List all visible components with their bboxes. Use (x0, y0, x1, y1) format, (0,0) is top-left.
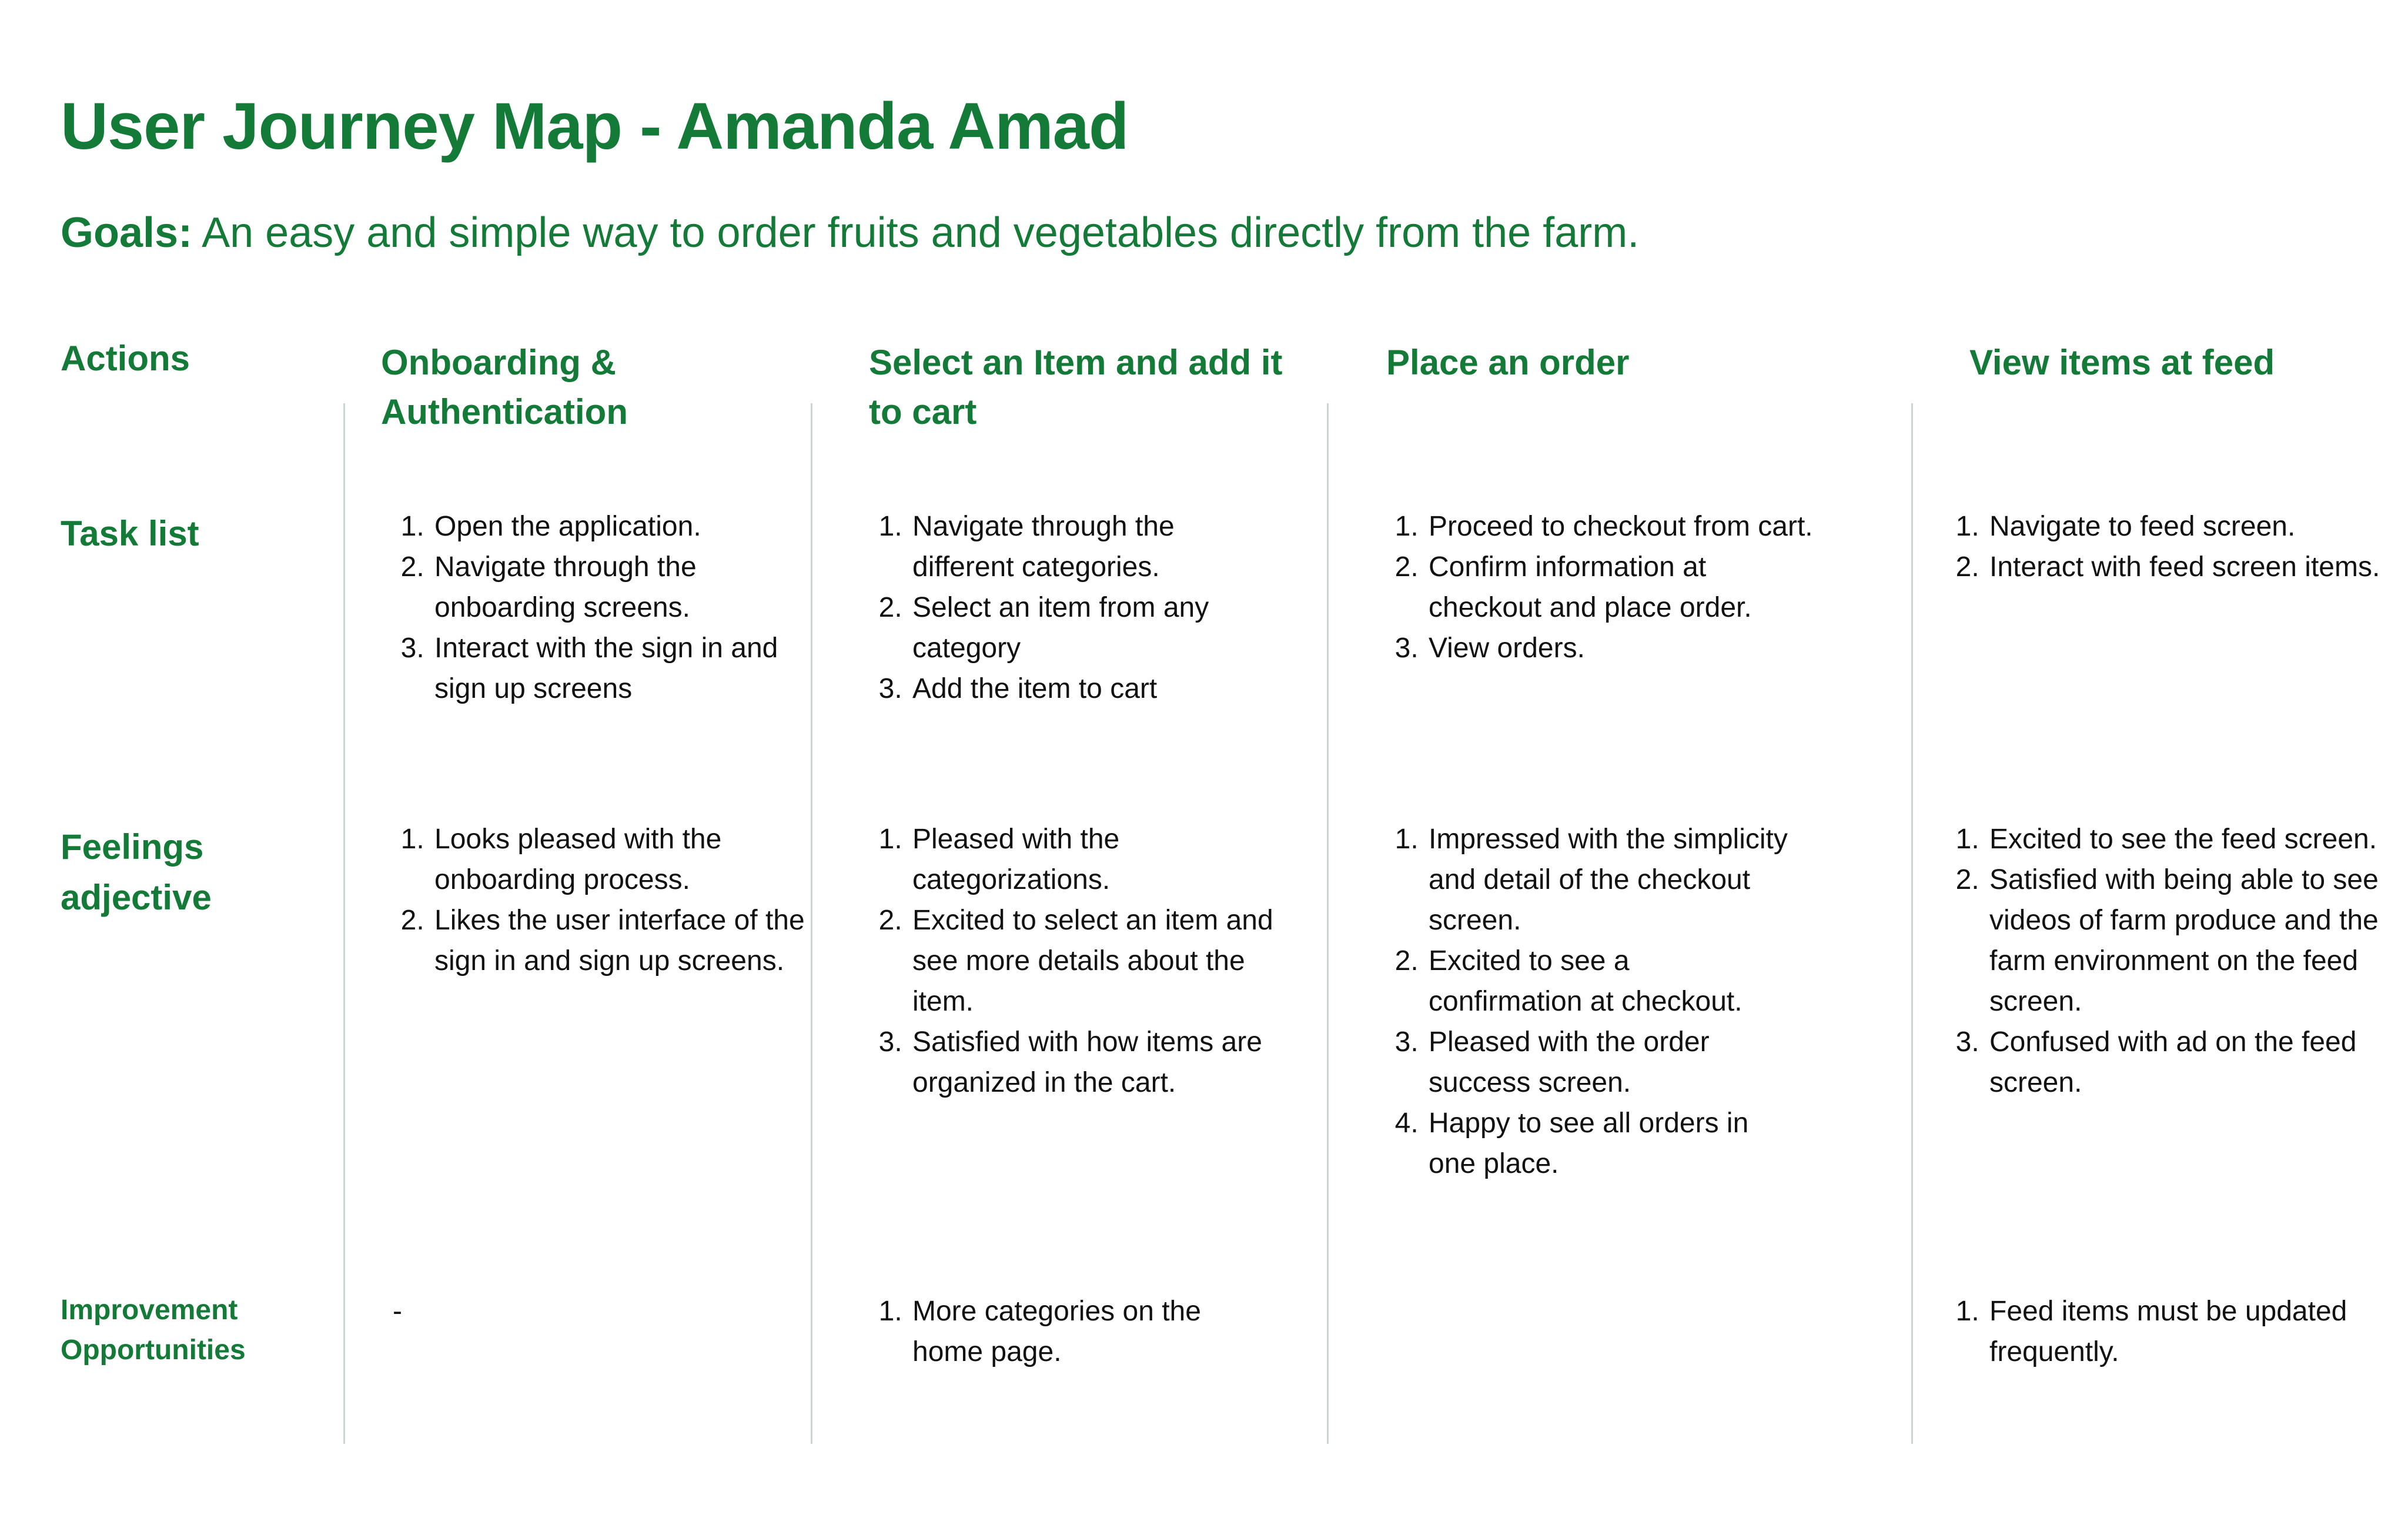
list-item: 1. More categories on the home page. (910, 1291, 1275, 1372)
row-label-task-list: Task list (61, 514, 199, 553)
list-item: 1. Feed items must be updated frequently. (1987, 1291, 2387, 1372)
improvement-list-select-item (876, 1291, 1275, 1372)
list-item: 1. Excited to see the feed screen. (1987, 819, 2387, 860)
list-item: 1. Looks pleased with the onboarding process. (432, 819, 814, 900)
feelings-list-select-item (876, 819, 1286, 1103)
list-item: 3. Satisfied with how items are organized in the cart. (910, 1022, 1286, 1103)
goals-line (61, 209, 1639, 257)
task-list-onboarding (398, 506, 791, 709)
list-item: 2. Satisfied with being able to see videos of farm produce and the farm environment on the feed screen. (1987, 860, 2387, 1022)
list-item: 2. Select an item from any category (910, 587, 1275, 668)
task-list-select-item (876, 506, 1275, 709)
list-item: 2. Likes the user interface of the sign in and sign up screens. (432, 900, 814, 981)
feelings-list-view-feed (1953, 819, 2387, 1103)
list-item: 2. Interact with feed screen items. (1987, 547, 2387, 587)
goals-label: Goals: (61, 209, 193, 256)
list-item: 1. Navigate to feed screen. (1987, 506, 2387, 547)
list-item: 3. Pleased with the order success screen. (1426, 1022, 1791, 1103)
task-list-place-order (1392, 506, 1826, 668)
list-item: 3. View orders. (1426, 628, 1826, 668)
feelings-list-place-order (1392, 819, 1791, 1184)
list-item: 3. Interact with the sign in and sign up screens (432, 628, 791, 709)
list-item: 1. Proceed to checkout from cart. (1426, 506, 1826, 547)
column-divider (1911, 403, 1913, 1444)
list-item: 4. Happy to see all orders in one place. (1426, 1103, 1791, 1184)
column-heading-onboarding: Onboarding & Authentication (381, 343, 628, 432)
goals-text: An easy and simple way to order fruits and vegetables directly from the farm. (192, 209, 1640, 256)
row-label-feelings: Feelings adjective (61, 827, 212, 917)
feelings-list-onboarding (398, 819, 814, 981)
list-item: 1. Open the application. (432, 506, 791, 547)
list-item: 3. Add the item to cart (910, 668, 1275, 709)
column-heading-select-item: Select an Item and add it to cart (869, 343, 1283, 432)
list-item: 1. Pleased with the categorizations. (910, 819, 1286, 900)
column-heading-view-feed: View items at feed (1969, 343, 2275, 382)
improvement-list-view-feed (1953, 1291, 2387, 1372)
column-divider (343, 403, 345, 1444)
list-item: 2. Excited to see a confirmation at checkout. (1426, 941, 1791, 1022)
improvement-empty-onboarding: - (393, 1296, 402, 1327)
column-heading-place-order: Place an order (1386, 343, 1630, 382)
column-divider (1327, 403, 1329, 1444)
task-list-view-feed (1953, 506, 2387, 587)
row-label-actions: Actions (61, 339, 190, 378)
list-item: 2. Confirm information at checkout and place order. (1426, 547, 1826, 628)
list-item: 1. Navigate through the different categories. (910, 506, 1275, 587)
list-item: 3. Confused with ad on the feed screen. (1987, 1022, 2387, 1103)
page-title: User Journey Map - Amanda Amad (61, 89, 1129, 163)
list-item: 1. Impressed with the simplicity and detail of the checkout screen. (1426, 819, 1791, 941)
list-item: 2. Excited to select an item and see more details about the item. (910, 900, 1286, 1022)
list-item: 2. Navigate through the onboarding screens. (432, 547, 791, 628)
row-label-improvements: Improvement Opportunities (61, 1295, 246, 1366)
